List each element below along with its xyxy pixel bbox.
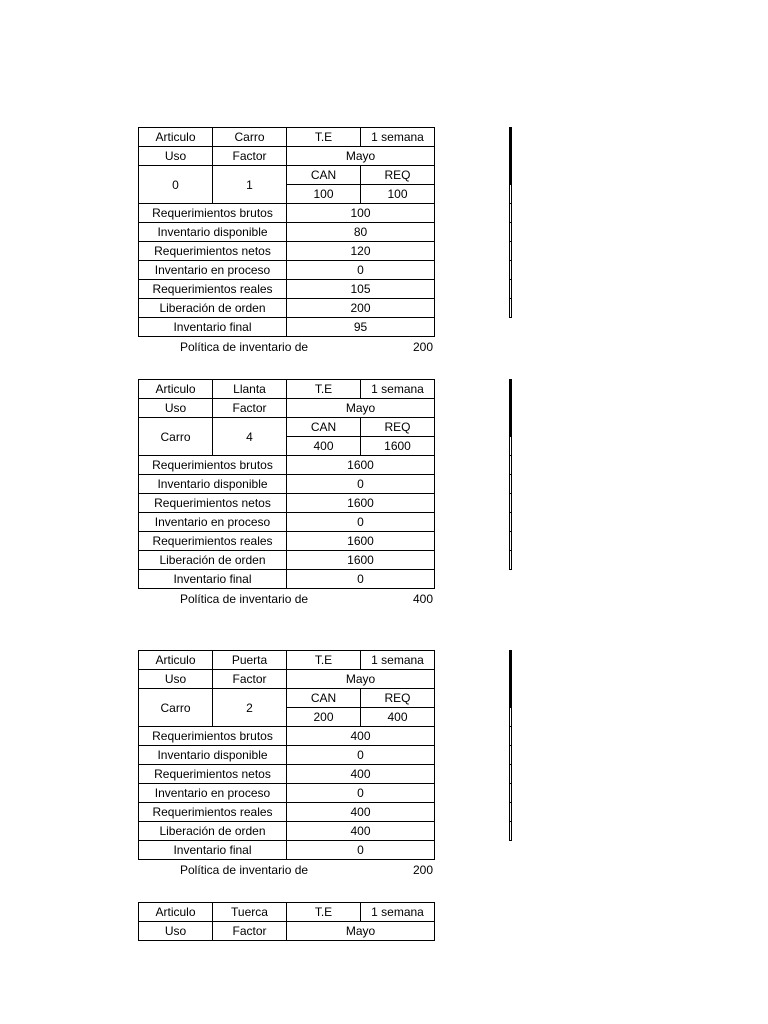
row-value: 400 [287,765,435,784]
row-label: Inventario final [139,570,287,589]
table-row [139,475,435,494]
te-value: 1 semana [361,128,435,147]
policy-value: 200 [412,863,433,877]
grid-cell [510,204,512,223]
table-row [139,280,435,299]
req-label: REQ [361,689,435,708]
row-label: Requerimientos brutos [139,727,287,746]
policy-value: 200 [412,340,433,354]
grid-cell [511,670,512,689]
row-value: 0 [287,784,435,803]
table-row [139,551,435,570]
side-grid [509,127,512,318]
grid-cell [510,494,512,513]
table-row [139,651,435,670]
table-row [139,318,435,337]
articulo-label: Articulo [139,903,213,922]
row-value: 120 [287,242,435,261]
grid-cell [510,532,512,551]
row-value: 0 [287,570,435,589]
row-label: Inventario final [139,318,287,337]
table-row [139,204,435,223]
grid-cell [511,166,512,185]
row-value: 95 [287,318,435,337]
side-grid [509,379,512,570]
factor-value: 2 [213,689,287,727]
articulo-value: Tuerca [213,903,287,922]
month-cell: Mayo [287,670,435,689]
grid-cell [510,437,512,456]
row-label: Inventario en proceso [139,261,287,280]
table-row [139,299,435,318]
row-value: 0 [287,261,435,280]
table-row [139,242,435,261]
row-value: 100 [287,204,435,223]
req-value: 100 [361,185,435,204]
grid-cell [510,746,512,765]
row-value: 0 [287,475,435,494]
table-row [139,166,435,185]
articulo-value: Carro [213,128,287,147]
uso-value: Carro [139,689,213,727]
grid-cell [510,513,512,532]
row-label: Inventario en proceso [139,513,287,532]
row-label: Requerimientos reales [139,280,287,299]
row-value: 1600 [287,532,435,551]
grid-cell [510,727,512,746]
req-label: REQ [361,418,435,437]
grid-cell [510,456,512,475]
mrp-block-tuerca [138,902,435,941]
mrp-table [138,902,435,941]
policy-label: Política de inventario de [180,592,309,606]
table-row [139,147,435,166]
table-row [139,689,435,708]
row-label: Requerimientos brutos [139,456,287,475]
row-value: 0 [287,841,435,860]
grid-cell [510,280,512,299]
uso-value: Carro [139,418,213,456]
table-row [139,746,435,765]
te-label: T.E [287,380,361,399]
row-label: Liberación de orden [139,299,287,318]
policy-label: Política de inventario de [180,340,309,354]
te-label: T.E [287,903,361,922]
req-value: 1600 [361,437,435,456]
row-label: Requerimientos netos [139,494,287,513]
row-value: 1600 [287,494,435,513]
table-row [139,456,435,475]
grid-cell [510,822,512,841]
uso-label: Uso [139,670,213,689]
table-row [139,380,435,399]
te-label: T.E [287,651,361,670]
table-row [139,670,435,689]
articulo-label: Articulo [139,128,213,147]
row-label: Requerimientos netos [139,765,287,784]
grid-cell [510,223,512,242]
row-label: Inventario disponible [139,223,287,242]
policy-line [138,589,435,607]
grid-cell [510,261,512,280]
grid-cell [511,147,512,166]
req-value: 400 [361,708,435,727]
row-value: 400 [287,727,435,746]
factor-label: Factor [213,399,287,418]
table-row [139,223,435,242]
mrp-block-llanta [138,379,435,607]
uso-label: Uso [139,147,213,166]
can-value: 400 [287,437,361,456]
month-cell: Mayo [287,922,435,941]
table-row [139,822,435,841]
grid-cell [511,128,512,147]
factor-label: Factor [213,922,287,941]
row-value: 0 [287,746,435,765]
policy-label: Política de inventario de [180,863,309,877]
table-row [139,922,435,941]
row-value: 400 [287,803,435,822]
row-value: 80 [287,223,435,242]
row-label: Liberación de orden [139,551,287,570]
te-label: T.E [287,128,361,147]
req-label: REQ [361,166,435,185]
grid-cell [510,784,512,803]
uso-value: 0 [139,166,213,204]
row-value: 0 [287,513,435,532]
month-cell: Mayo [287,399,435,418]
table-row [139,570,435,589]
table-row [139,841,435,860]
can-value: 100 [287,185,361,204]
articulo-value: Llanta [213,380,287,399]
table-row [139,903,435,922]
te-value: 1 semana [361,380,435,399]
table-row [139,513,435,532]
table-row [139,399,435,418]
factor-value: 1 [213,166,287,204]
grid-cell [510,803,512,822]
row-label: Requerimientos reales [139,532,287,551]
table-row [139,532,435,551]
row-label: Inventario disponible [139,475,287,494]
mrp-block-puerta [138,650,435,878]
grid-cell [510,551,512,570]
table-row [139,765,435,784]
uso-label: Uso [139,922,213,941]
grid-cell [511,651,512,670]
mrp-block-carro [138,127,435,355]
can-label: CAN [287,166,361,185]
row-label: Requerimientos netos [139,242,287,261]
row-label: Inventario final [139,841,287,860]
row-value: 200 [287,299,435,318]
grid-cell [511,399,512,418]
can-label: CAN [287,418,361,437]
grid-cell [510,299,512,318]
table-row [139,128,435,147]
policy-value: 400 [412,592,433,606]
mrp-table [138,379,435,589]
row-label: Inventario disponible [139,746,287,765]
row-value: 400 [287,822,435,841]
mrp-table [138,127,435,337]
grid-cell [511,418,512,437]
row-value: 1600 [287,551,435,570]
grid-cell [510,185,512,204]
row-label: Liberación de orden [139,822,287,841]
te-value: 1 semana [361,651,435,670]
factor-label: Factor [213,147,287,166]
row-value: 105 [287,280,435,299]
grid-cell [511,380,512,399]
can-value: 200 [287,708,361,727]
articulo-value: Puerta [213,651,287,670]
uso-label: Uso [139,399,213,418]
grid-cell [510,765,512,784]
te-value: 1 semana [361,903,435,922]
month-cell: Mayo [287,147,435,166]
table-row [139,803,435,822]
side-grid [509,650,512,841]
policy-line [138,860,435,878]
row-label: Inventario en proceso [139,784,287,803]
grid-cell [510,708,512,727]
policy-line [138,337,435,355]
row-label: Requerimientos brutos [139,204,287,223]
mrp-table [138,650,435,860]
factor-value: 4 [213,418,287,456]
row-label: Requerimientos reales [139,803,287,822]
factor-label: Factor [213,670,287,689]
grid-cell [510,242,512,261]
table-row [139,418,435,437]
articulo-label: Articulo [139,651,213,670]
table-row [139,784,435,803]
table-row [139,727,435,746]
grid-cell [511,689,512,708]
can-label: CAN [287,689,361,708]
row-value: 1600 [287,456,435,475]
table-row [139,494,435,513]
articulo-label: Articulo [139,380,213,399]
table-row [139,261,435,280]
grid-cell [510,475,512,494]
